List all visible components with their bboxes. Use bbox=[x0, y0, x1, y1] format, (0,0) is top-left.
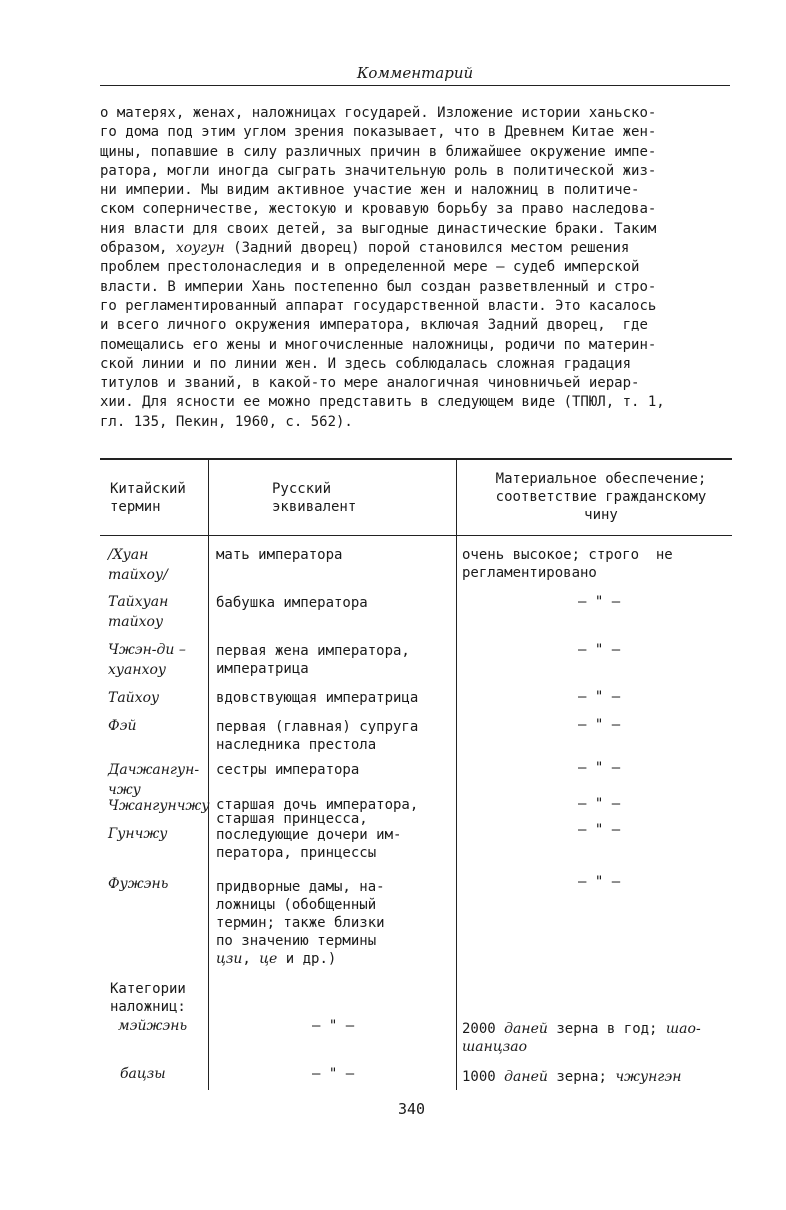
term-cell bbox=[108, 824, 210, 844]
category-line: наложниц: bbox=[110, 999, 186, 1015]
term-cell bbox=[108, 688, 210, 708]
header-bottom-rule bbox=[100, 535, 732, 536]
header-line: Материальное обеспечение; bbox=[495, 471, 707, 487]
text-line: о матерях, женах, наложницах государей. Изложение истории ханьско- bbox=[100, 105, 657, 121]
russian-line: старшая принцесса, bbox=[216, 811, 368, 827]
header-cell-term bbox=[110, 480, 206, 516]
russian-cell bbox=[216, 798, 454, 826]
term-line: Гунчжу bbox=[108, 826, 168, 842]
russian-line bbox=[216, 950, 454, 968]
text-line: проблем престолонаследия и в определенной мере — судеб имперской bbox=[100, 259, 640, 276]
term-line: тайхоу bbox=[108, 614, 164, 630]
header-line: соответствие гражданскому bbox=[495, 489, 707, 505]
term-line: бацзы bbox=[120, 1066, 166, 1082]
material-cell bbox=[462, 546, 734, 582]
material-line bbox=[462, 1020, 734, 1038]
russian-line: последующие дочери им- bbox=[216, 827, 402, 843]
term-line: Тайхуан bbox=[108, 594, 169, 610]
material-line: шанцзао bbox=[462, 1039, 528, 1055]
text-line: и всего личного окружения императора, включая Задний дворец, где bbox=[100, 317, 648, 334]
russian-cell bbox=[216, 878, 454, 968]
term-line: /Хуан bbox=[108, 547, 149, 563]
russian-cell bbox=[216, 689, 454, 707]
russian-line: ложницы (обобщенный bbox=[216, 897, 377, 913]
text-line: власти. В империи Хань постепенно был создан разветвленный и стро- bbox=[100, 278, 657, 295]
italic-term: даней bbox=[504, 1021, 548, 1037]
text-fragment: (Задний дворец) порой становился местом решения bbox=[224, 240, 630, 257]
text-fragment: зерна; bbox=[547, 1069, 616, 1085]
russian-line: придворные дамы, на- bbox=[216, 879, 385, 895]
text-fragment: 1000 bbox=[462, 1069, 505, 1085]
material-cell bbox=[462, 1020, 734, 1056]
russian-line: бабушка императора bbox=[216, 595, 368, 611]
term-cell bbox=[108, 640, 210, 680]
russian-line: ператора, принцессы bbox=[216, 845, 377, 861]
category-line: Категории bbox=[110, 981, 186, 997]
term-line: Чжэн-ди – bbox=[108, 642, 186, 658]
column-divider bbox=[456, 460, 457, 1090]
category-label bbox=[110, 980, 210, 1016]
text-line: ния власти для своих детей, за выгодные династические браки. Таким bbox=[100, 220, 657, 237]
term-cell bbox=[108, 716, 210, 736]
text-fragment: зерна в год; bbox=[547, 1021, 666, 1037]
text-line: го дома под этим углом зрения показывает, что в Древнем Китае жен- bbox=[100, 124, 657, 141]
material-line bbox=[462, 1068, 734, 1086]
ditto-mark: – " – bbox=[578, 642, 621, 658]
ditto-mark: – " – bbox=[312, 1018, 355, 1034]
ditto-mark: – " – bbox=[578, 717, 621, 733]
russian-line: наследника престола bbox=[216, 737, 377, 753]
header-line: Русский bbox=[272, 481, 332, 497]
material-line: очень высокое; строго не bbox=[462, 547, 673, 563]
ditto-mark: – " – bbox=[578, 796, 621, 812]
text-line: щины, попавшие в силу различных причин в ближайшее окружение импе- bbox=[100, 143, 657, 160]
text-fragment: , bbox=[242, 951, 260, 967]
russian-line: термин; также близки bbox=[216, 915, 385, 931]
russian-line: старшая дочь императора, bbox=[216, 797, 419, 813]
term-line: мэйжэнь bbox=[118, 1018, 188, 1034]
term-cell bbox=[108, 760, 210, 800]
russian-line: вдовствующая императрица bbox=[216, 690, 419, 706]
text-line: титулов и званий, в какой-то мере аналогичная чиновничьей иерар- bbox=[100, 375, 640, 392]
material-line: регламентировано bbox=[462, 565, 597, 581]
italic-term: це bbox=[259, 951, 278, 967]
text-fragment: образом, bbox=[100, 240, 176, 257]
italic-term: даней bbox=[504, 1069, 548, 1085]
text-line: помещались его жены и многочисленные наложницы, родичи по материн- bbox=[100, 336, 657, 353]
header-line: термин bbox=[110, 499, 161, 515]
text-line: ской линии и по линии жен. И здесь соблюдалась сложная градация bbox=[100, 355, 632, 372]
text-line: ни империи. Мы видим активное участие жен и наложниц в политиче- bbox=[100, 182, 640, 199]
term-line: хуанхоу bbox=[108, 662, 167, 678]
text-fragment: и др.) bbox=[277, 951, 337, 967]
ditto-mark: – " – bbox=[312, 1066, 355, 1082]
term-line: чжу bbox=[108, 782, 141, 798]
russian-line: по значению термины bbox=[216, 933, 377, 949]
ditto-mark: – " – bbox=[578, 760, 621, 776]
italic-term: цзи bbox=[216, 951, 243, 967]
term-line: Фэй bbox=[108, 718, 137, 734]
text-line: ском соперничестве, жестокую и кровавую борьбу за право наследова- bbox=[100, 201, 657, 218]
russian-line: первая жена императора, bbox=[216, 643, 410, 659]
term-line: тайхоу/ bbox=[108, 567, 168, 583]
text-line bbox=[100, 239, 736, 258]
header-line: чину bbox=[584, 507, 618, 523]
russian-line: императрица bbox=[216, 661, 309, 677]
russian-cell bbox=[216, 594, 454, 612]
russian-cell bbox=[216, 826, 454, 862]
term-cell bbox=[118, 1016, 220, 1036]
text-line: гл. 135, Пекин, 1960, с. 562). bbox=[100, 413, 353, 430]
text-line: ратора, могли иногда сыграть значительную роль в политической жиз- bbox=[100, 162, 657, 179]
russian-line: первая (главная) супруга bbox=[216, 719, 419, 735]
italic-term: шао- bbox=[665, 1021, 701, 1037]
text-line: хии. Для ясности ее можно представить в следующем виде (ТПЮЛ, т. 1, bbox=[100, 394, 665, 411]
term-cell bbox=[108, 874, 210, 894]
term-line: Дачжангун- bbox=[108, 762, 200, 778]
russian-cell bbox=[216, 718, 454, 754]
russian-cell bbox=[216, 761, 454, 779]
russian-line: сестры императора bbox=[216, 762, 360, 778]
material-cell bbox=[462, 1068, 734, 1086]
term-line: Тайхоу bbox=[108, 690, 160, 706]
body-paragraph bbox=[100, 104, 736, 432]
header-cell-russian bbox=[272, 480, 422, 516]
text-fragment: 2000 bbox=[462, 1021, 505, 1037]
term-line: Фужэнь bbox=[108, 876, 169, 892]
italic-term: хоугун bbox=[175, 240, 225, 257]
term-cell bbox=[120, 1064, 222, 1084]
russian-line: мать императора bbox=[216, 547, 343, 563]
table-top-rule bbox=[100, 458, 732, 460]
term-cell bbox=[108, 592, 210, 632]
term-line: Чжангунчжу bbox=[108, 798, 210, 814]
ditto-mark: – " – bbox=[578, 594, 621, 610]
term-cell bbox=[108, 545, 210, 585]
header-line: Китайский bbox=[110, 481, 186, 497]
ditto-mark: – " – bbox=[578, 822, 621, 838]
header-line: эквивалент bbox=[272, 499, 357, 515]
russian-cell bbox=[216, 642, 454, 678]
running-header: Комментарий bbox=[100, 64, 730, 86]
text-line: го регламентированный аппарат государственной власти. Это касалось bbox=[100, 297, 657, 314]
russian-cell bbox=[216, 546, 454, 564]
ditto-mark: – " – bbox=[578, 874, 621, 890]
page-number: 340 bbox=[398, 1100, 426, 1118]
ditto-mark: – " – bbox=[578, 689, 621, 705]
term-cell bbox=[108, 796, 210, 816]
header-cell-material bbox=[470, 470, 732, 524]
italic-term: чжунгэн bbox=[615, 1069, 682, 1085]
